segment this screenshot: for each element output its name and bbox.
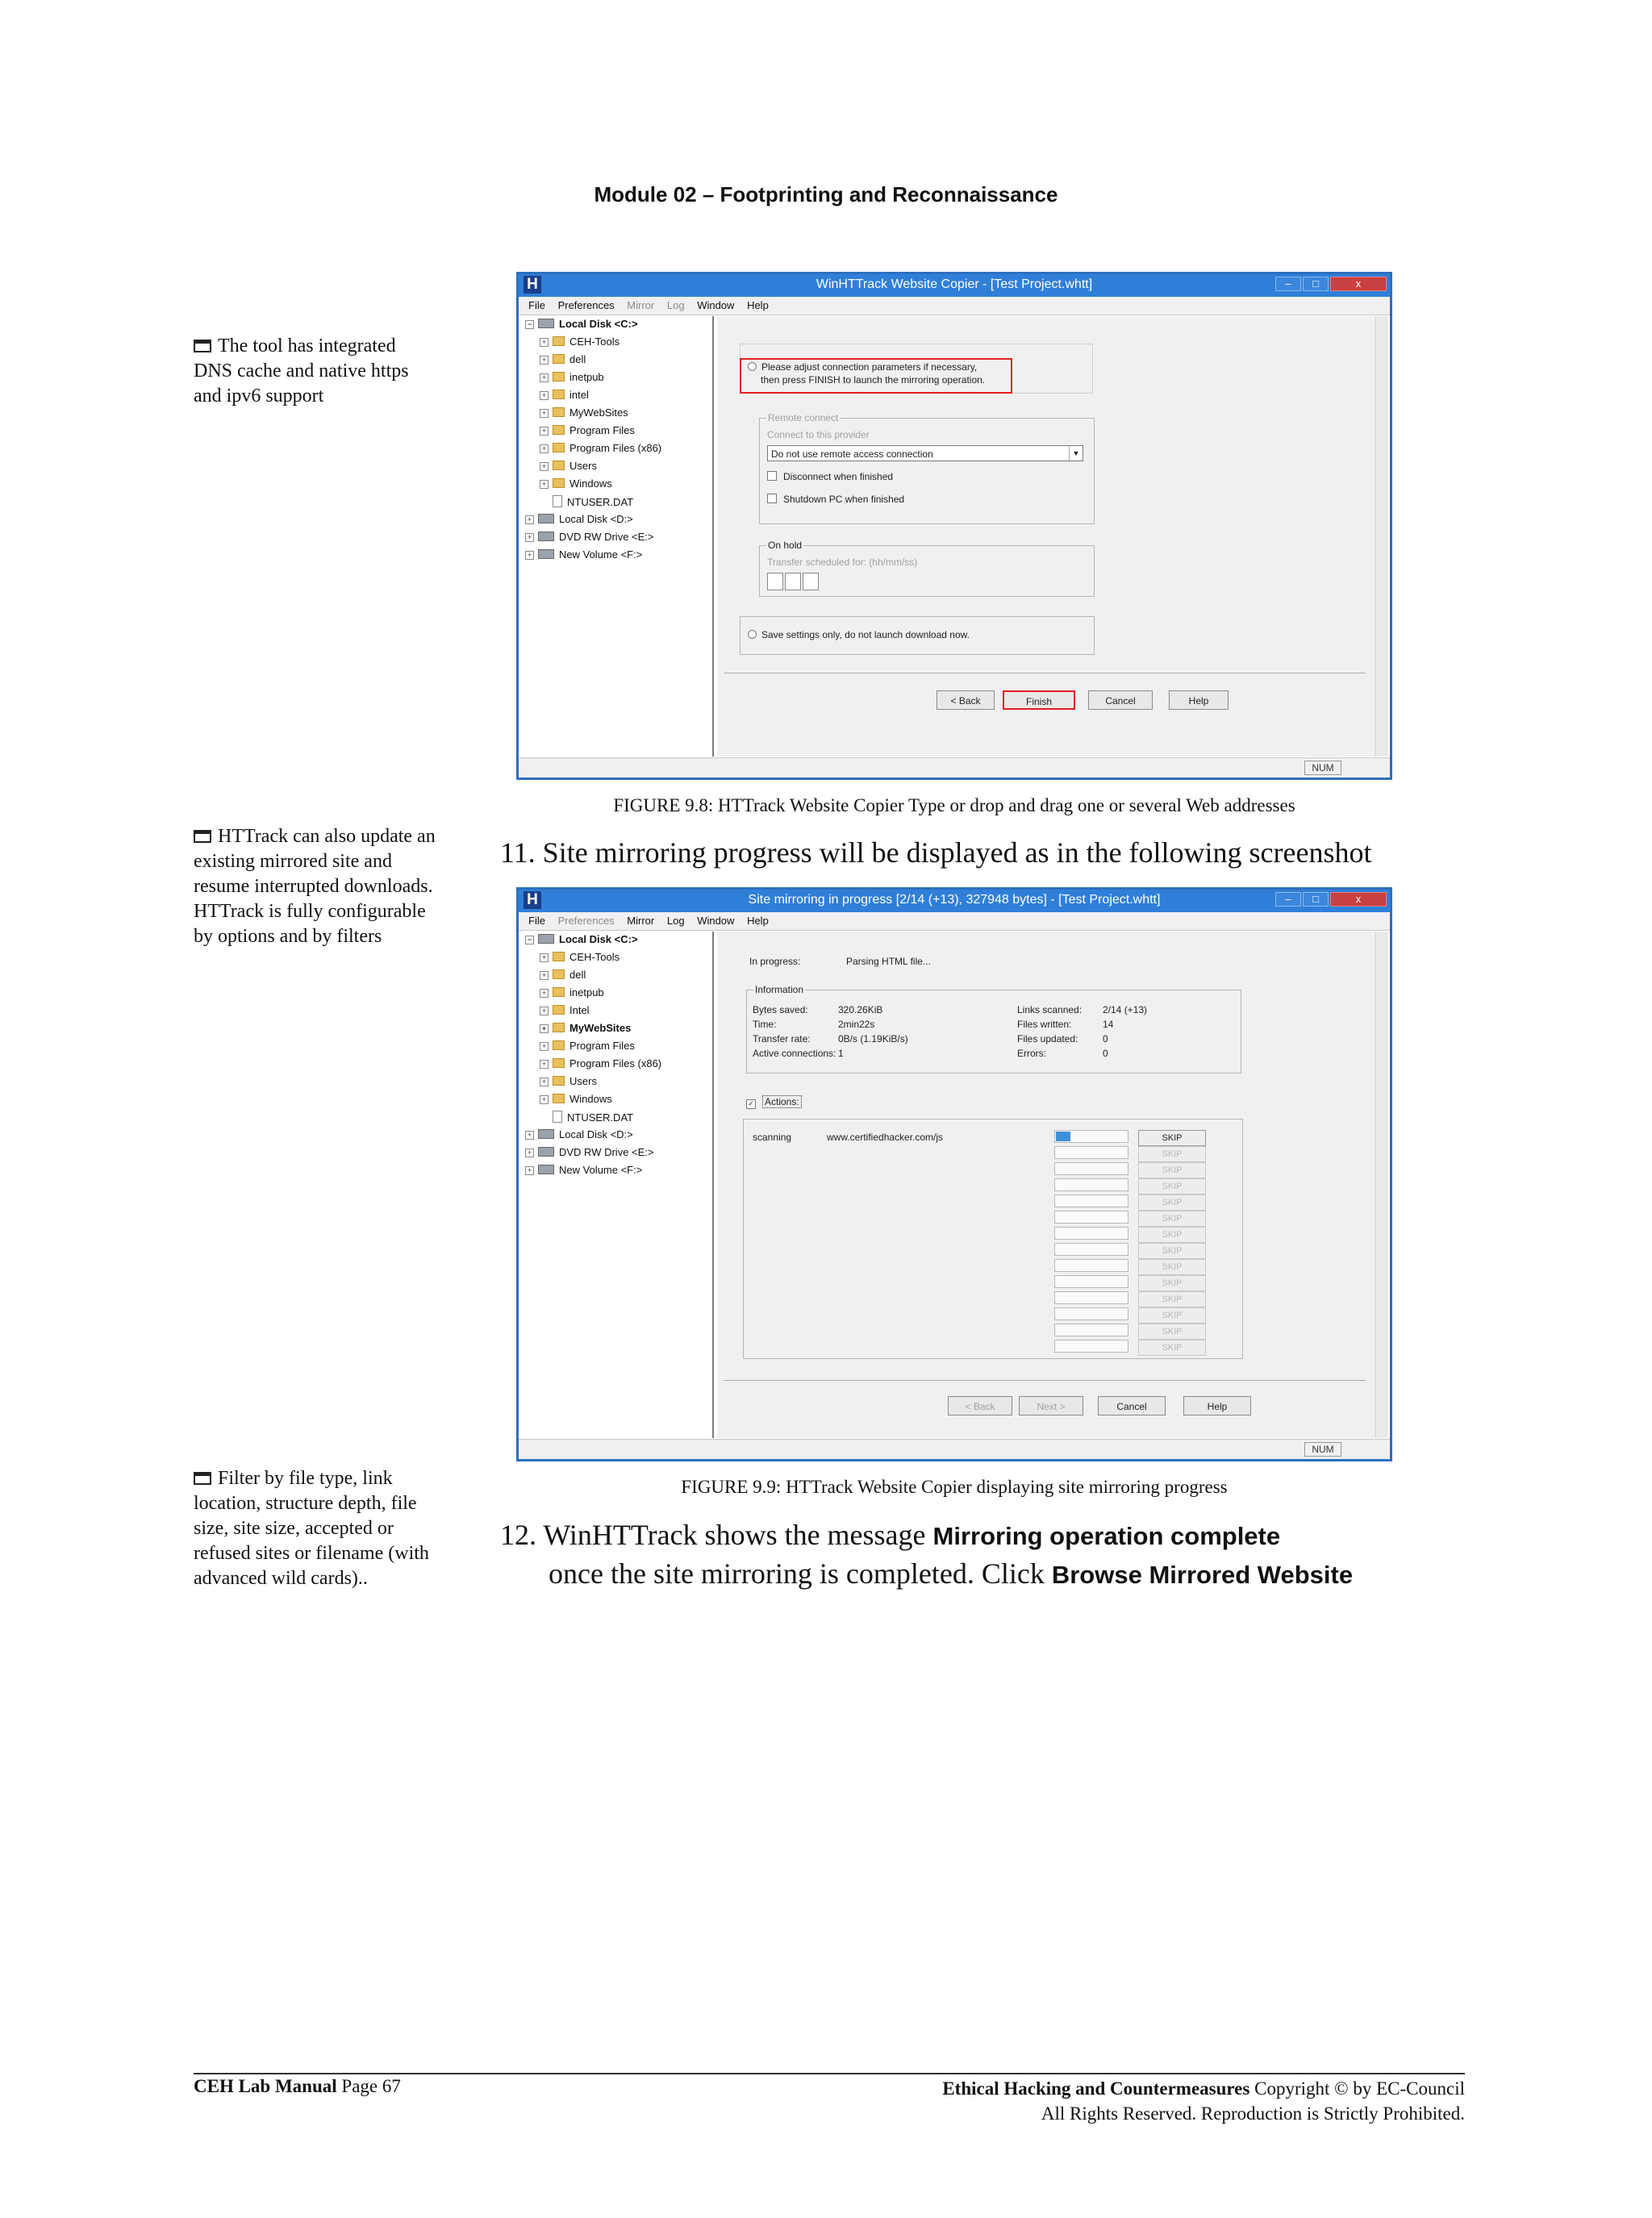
drive-icon: [538, 549, 554, 559]
step-12: [500, 1516, 1452, 1594]
num-lock-indicator: NUM: [1304, 1442, 1341, 1457]
expand-icon[interactable]: +: [540, 391, 549, 400]
info-label: Errors:: [1017, 1048, 1046, 1059]
side-note-filter: [194, 1466, 436, 1591]
expand-icon[interactable]: +: [540, 1007, 549, 1015]
menu-preferences[interactable]: Preferences: [557, 299, 615, 311]
collapse-icon[interactable]: −: [525, 936, 534, 944]
info-value: 2/14 (+13): [1103, 1004, 1148, 1015]
in-progress-label: In progress:: [749, 956, 801, 967]
tree-item[interactable]: + inetpub: [540, 371, 604, 387]
radio-icon[interactable]: [748, 362, 757, 371]
title-bar: [519, 274, 1390, 297]
close-icon[interactable]: x: [1330, 277, 1387, 291]
tree-item[interactable]: + CEH-Tools: [540, 336, 620, 352]
step-12-line1: [500, 1516, 1452, 1555]
tree-item[interactable]: + New Volume <F:>: [525, 1164, 642, 1180]
step-number: 11.: [500, 836, 536, 869]
drive-icon: [538, 1129, 554, 1139]
expand-icon[interactable]: +: [540, 338, 549, 347]
menu-window[interactable]: Window: [697, 299, 735, 311]
folder-icon: [553, 1094, 565, 1103]
expand-icon[interactable]: +: [540, 480, 549, 489]
expand-icon[interactable]: +: [525, 1166, 534, 1175]
skip-button[interactable]: SKIP: [1138, 1227, 1206, 1243]
progress-bar: [1054, 1340, 1128, 1353]
options-panel: [717, 316, 1374, 757]
next-button[interactable]: Next >: [1019, 1396, 1083, 1415]
file-icon: [553, 1111, 562, 1123]
mirroring-complete-text: Mirroring operation complete: [932, 1522, 1281, 1550]
info-value: 320.26KiB: [838, 1004, 883, 1015]
tree-item[interactable]: + Intel: [540, 1004, 590, 1020]
skip-button[interactable]: SKIP: [1138, 1275, 1206, 1291]
progress-bar: [1054, 1162, 1128, 1175]
folder-icon: [553, 987, 565, 997]
expand-icon[interactable]: +: [525, 1149, 534, 1157]
expand-icon[interactable]: +: [540, 1078, 549, 1086]
tree-item[interactable]: − Local Disk <C:>: [525, 318, 638, 334]
transfer-scheduled-label: Transfer scheduled for: (hh/mm/ss): [767, 557, 918, 568]
cancel-button[interactable]: Cancel: [1088, 690, 1153, 710]
footer-copyright: Copyright © by EC-Council: [1254, 2078, 1465, 2099]
expand-icon[interactable]: +: [540, 971, 549, 980]
back-button[interactable]: < Back: [937, 690, 995, 710]
expand-icon[interactable]: +: [525, 515, 534, 524]
footer-page: Page 67: [341, 2076, 401, 2096]
note-text: HTTrack can also update an existing mirrored site and resume interrupted downloads. HTTrack is fully configurable by options and by filters: [194, 826, 436, 947]
status-bar: [519, 1439, 1390, 1459]
expand-icon[interactable]: +: [540, 444, 549, 453]
info-value: 0B/s (1.19KiB/s): [838, 1033, 908, 1044]
footer-left: [194, 2076, 401, 2097]
expand-icon[interactable]: +: [540, 1095, 549, 1104]
help-button[interactable]: Help: [1183, 1396, 1251, 1415]
tree-item[interactable]: + Program Files: [540, 1040, 635, 1056]
progress-bar: [1054, 1324, 1128, 1336]
tree-item[interactable]: + Local Disk <D:>: [525, 513, 633, 529]
status-bar: [519, 757, 1390, 778]
httrack-logo-icon: H: [524, 276, 541, 294]
progress-bar: [1054, 1130, 1128, 1143]
tree-item[interactable]: − Local Disk <C:>: [525, 933, 638, 949]
tree-item[interactable]: + Program Files: [540, 424, 635, 440]
disconnect-checkbox[interactable]: Disconnect when finished: [767, 471, 893, 482]
collapse-icon[interactable]: −: [525, 320, 534, 329]
info-label: Active connections:: [753, 1048, 836, 1059]
scan-status: scanning: [753, 1132, 792, 1143]
window-title: WinHTTrack Website Copier - [Test Project.whtt]: [816, 277, 1093, 291]
folder-icon: [553, 1023, 565, 1032]
maximize-icon[interactable]: □: [1303, 277, 1329, 291]
progress-bar: [1054, 1307, 1128, 1320]
on-hold-legend: On hold: [768, 540, 803, 551]
side-note-update: [194, 824, 436, 949]
folder-icon: [553, 407, 565, 417]
tree-item[interactable]: + DVD RW Drive <E:>: [525, 531, 654, 547]
step-number: 12.: [500, 1519, 536, 1551]
menu-preferences[interactable]: Preferences: [557, 915, 615, 927]
back-button[interactable]: < Back: [948, 1396, 1012, 1415]
browse-mirrored-website-text: Browse Mirrored Website: [1051, 1561, 1354, 1589]
minutes-field[interactable]: [785, 573, 801, 590]
folder-icon: [553, 425, 565, 435]
menu-mirror[interactable]: Mirror: [627, 299, 655, 311]
actions-checkbox[interactable]: ✓ Actions:: [746, 1096, 802, 1109]
folder-icon: [553, 372, 565, 381]
info-label: Files updated:: [1017, 1033, 1078, 1044]
tree-item[interactable]: + CEH-Tools: [540, 951, 620, 967]
footer-course: Ethical Hacking and Countermeasures: [942, 2078, 1250, 2099]
note-icon: [194, 340, 211, 352]
progress-bar: [1054, 1178, 1128, 1191]
skip-button[interactable]: SKIP: [1138, 1291, 1206, 1307]
divider: [724, 1380, 1366, 1381]
dvd-drive-icon: [538, 532, 554, 541]
step-12-line2: [500, 1555, 1452, 1594]
progress-bar: [1054, 1291, 1128, 1304]
step-text: once the site mirroring is completed. Click: [549, 1557, 1045, 1590]
expand-icon[interactable]: +: [525, 533, 534, 542]
folder-icon: [553, 1040, 565, 1050]
winhttrack-window: [516, 272, 1392, 780]
drive-icon: [538, 319, 554, 328]
skip-button[interactable]: SKIP: [1138, 1178, 1206, 1194]
expand-icon[interactable]: +: [540, 1024, 549, 1033]
progress-fill: [1056, 1132, 1070, 1141]
tree-item[interactable]: + dell: [540, 353, 586, 369]
close-icon[interactable]: x: [1330, 892, 1387, 907]
progress-bar: [1054, 1275, 1128, 1288]
folder-icon: [553, 478, 565, 488]
notice-line2: then press FINISH to launch the mirroring operation.: [761, 374, 986, 386]
figure-caption-1: FIGURE 9.8: HTTrack Website Copier Type or drop and drag one or several Web addresses: [613, 795, 1295, 815]
notice-radio[interactable]: Please adjust connection parameters if necessary,: [748, 361, 977, 373]
chevron-down-icon[interactable]: ▼: [1069, 446, 1083, 461]
footer-manual: CEH Lab Manual: [194, 2076, 337, 2096]
httrack-logo-icon: H: [524, 891, 541, 909]
skip-button[interactable]: SKIP: [1138, 1211, 1206, 1227]
folder-icon: [553, 336, 565, 346]
step-11: [500, 834, 1371, 871]
menu-log[interactable]: Log: [666, 915, 685, 927]
menu-log[interactable]: Log: [666, 299, 685, 311]
num-lock-indicator: NUM: [1304, 761, 1341, 775]
vertical-scrollbar[interactable]: [1375, 316, 1388, 757]
progress-bar: [1054, 1146, 1128, 1159]
skip-button[interactable]: SKIP: [1138, 1259, 1206, 1275]
progress-bar: [1054, 1259, 1128, 1272]
window-title: Site mirroring in progress [2/14 (+13), 327948 bytes] - [Test Project.whtt]: [748, 893, 1161, 907]
tree-item[interactable]: + intel: [540, 389, 589, 405]
menu-mirror[interactable]: Mirror: [627, 915, 655, 927]
skip-button[interactable]: SKIP: [1138, 1162, 1206, 1178]
tree-item[interactable]: NTUSER.DAT: [553, 1111, 633, 1127]
info-value: 0: [1103, 1048, 1108, 1059]
tree-item[interactable]: + MyWebSites: [540, 1022, 631, 1038]
save-settings-radio[interactable]: Save settings only, do not launch download now.: [748, 629, 970, 640]
tree-item[interactable]: + Program Files (x86): [540, 442, 661, 458]
info-label: Bytes saved:: [753, 1004, 808, 1015]
menu-bar: [519, 912, 1390, 931]
tree-item[interactable]: + inetpub: [540, 986, 604, 1003]
note-text: Filter by file type, link location, structure depth, file size, site size, accepted or refused sites or filename (with advanced wild cards)..: [194, 1468, 429, 1589]
folder-icon: [553, 1076, 565, 1086]
provider-select[interactable]: Do not use remote access connection ▼: [767, 445, 1083, 461]
file-icon: [553, 495, 562, 507]
expand-icon[interactable]: +: [540, 409, 549, 418]
footer-right: [942, 2076, 1465, 2126]
tree-item[interactable]: + Local Disk <D:>: [525, 1128, 633, 1144]
info-value: 1: [838, 1048, 844, 1059]
expand-icon[interactable]: +: [525, 1131, 534, 1140]
remote-connect-legend: Remote connect: [768, 412, 839, 423]
tree-item[interactable]: + dell: [540, 969, 586, 985]
radio-icon[interactable]: [748, 630, 757, 639]
folder-icon: [553, 1005, 565, 1015]
progress-bar: [1054, 1194, 1128, 1207]
folder-icon: [553, 354, 565, 364]
progress-panel: [717, 932, 1374, 1438]
step-text: Site mirroring progress will be displayed as in the following screenshot: [542, 836, 1372, 869]
expand-icon[interactable]: +: [540, 1042, 549, 1051]
folder-icon: [553, 1058, 565, 1068]
footer-rights: All Rights Reserved. Reproduction is Strictly Prohibited.: [1041, 2103, 1465, 2124]
skip-button[interactable]: SKIP: [1138, 1194, 1206, 1211]
skip-button[interactable]: SKIP: [1138, 1146, 1206, 1162]
site-mirroring-window: [516, 887, 1392, 1461]
expand-icon[interactable]: +: [540, 356, 549, 365]
info-label: Time:: [753, 1019, 777, 1030]
tree-item[interactable]: + Program Files (x86): [540, 1057, 661, 1074]
menu-help[interactable]: Help: [747, 915, 769, 927]
footer-rule: [194, 2073, 1465, 2074]
menu-bar: [519, 297, 1390, 315]
finish-button[interactable]: Finish: [1003, 690, 1075, 710]
expand-icon[interactable]: +: [540, 462, 549, 471]
dvd-drive-icon: [538, 1147, 554, 1157]
skip-button[interactable]: SKIP: [1138, 1307, 1206, 1324]
info-label: Files written:: [1017, 1019, 1072, 1030]
note-icon: [194, 1472, 211, 1485]
note-icon: [194, 830, 211, 843]
info-value: 0: [1103, 1033, 1108, 1044]
seconds-field[interactable]: [803, 573, 819, 590]
vertical-scrollbar[interactable]: [1375, 932, 1388, 1438]
drive-icon: [538, 934, 554, 944]
info-label: Transfer rate:: [753, 1033, 811, 1044]
title-bar: [519, 890, 1390, 912]
information-legend: Information: [755, 984, 804, 995]
figure-caption-2: FIGURE 9.9: HTTrack Website Copier displaying site mirroring progress: [681, 1477, 1228, 1497]
info-label: Links scanned:: [1017, 1004, 1083, 1015]
menu-window[interactable]: Window: [697, 915, 735, 927]
tree-item[interactable]: + MyWebSites: [540, 406, 628, 423]
folder-icon: [553, 461, 565, 470]
tree-item[interactable]: NTUSER.DAT: [553, 495, 633, 511]
progress-bar: [1054, 1243, 1128, 1256]
skip-button[interactable]: SKIP: [1138, 1130, 1206, 1146]
cancel-button[interactable]: Cancel: [1098, 1396, 1166, 1415]
help-button[interactable]: Help: [1169, 690, 1229, 710]
progress-bar: [1054, 1211, 1128, 1224]
checkbox-icon[interactable]: [767, 471, 777, 481]
expand-icon[interactable]: +: [525, 551, 534, 560]
tree-item[interactable]: + Users: [540, 1075, 597, 1091]
skip-button[interactable]: SKIP: [1138, 1340, 1206, 1356]
tree-item[interactable]: + Windows: [540, 477, 612, 494]
information-group: [746, 984, 1241, 1074]
maximize-icon[interactable]: □: [1303, 892, 1329, 907]
minimize-icon[interactable]: –: [1275, 892, 1301, 907]
menu-help[interactable]: Help: [747, 299, 769, 311]
shutdown-checkbox[interactable]: Shutdown PC when finished: [767, 494, 904, 505]
expand-icon[interactable]: +: [540, 373, 549, 382]
connect-provider-label: Connect to this provider: [767, 429, 870, 440]
minimize-icon[interactable]: –: [1275, 277, 1301, 291]
folder-icon: [553, 390, 565, 399]
skip-button[interactable]: SKIP: [1138, 1324, 1206, 1340]
in-progress-value: Parsing HTML file...: [846, 956, 931, 967]
folder-tree: [525, 316, 714, 757]
folder-tree: [525, 932, 714, 1438]
info-value: 2min22s: [838, 1019, 875, 1030]
progress-bar: [1054, 1227, 1128, 1240]
tree-item[interactable]: + New Volume <F:>: [525, 548, 642, 565]
checkbox-icon[interactable]: [767, 494, 777, 503]
checkbox-checked-icon[interactable]: ✓: [746, 1099, 756, 1109]
drive-icon: [538, 1165, 554, 1174]
hours-field[interactable]: [767, 573, 783, 590]
scan-url: www.certifiedhacker.com/js: [827, 1132, 944, 1143]
expand-icon[interactable]: +: [540, 1060, 549, 1069]
tree-item[interactable]: + Windows: [540, 1093, 612, 1109]
tree-item[interactable]: + Users: [540, 460, 597, 476]
tree-item[interactable]: + DVD RW Drive <E:>: [525, 1146, 654, 1162]
info-value: 14: [1103, 1019, 1114, 1030]
note-text: The tool has integrated DNS cache and native https and ipv6 support: [194, 336, 409, 406]
folder-icon: [553, 969, 565, 979]
skip-button[interactable]: SKIP: [1138, 1243, 1206, 1259]
folder-icon: [553, 952, 565, 961]
step-text: WinHTTrack shows the message: [543, 1519, 926, 1551]
folder-icon: [553, 443, 565, 452]
menu-file[interactable]: File: [528, 299, 545, 311]
side-note-dns: [194, 334, 436, 409]
expand-icon[interactable]: +: [540, 953, 549, 962]
expand-icon[interactable]: +: [540, 989, 549, 998]
drive-icon: [538, 514, 554, 523]
expand-icon[interactable]: +: [540, 427, 549, 436]
menu-file[interactable]: File: [528, 915, 545, 927]
module-header: Module 02 – Footprinting and Reconnaissance: [594, 182, 1058, 206]
